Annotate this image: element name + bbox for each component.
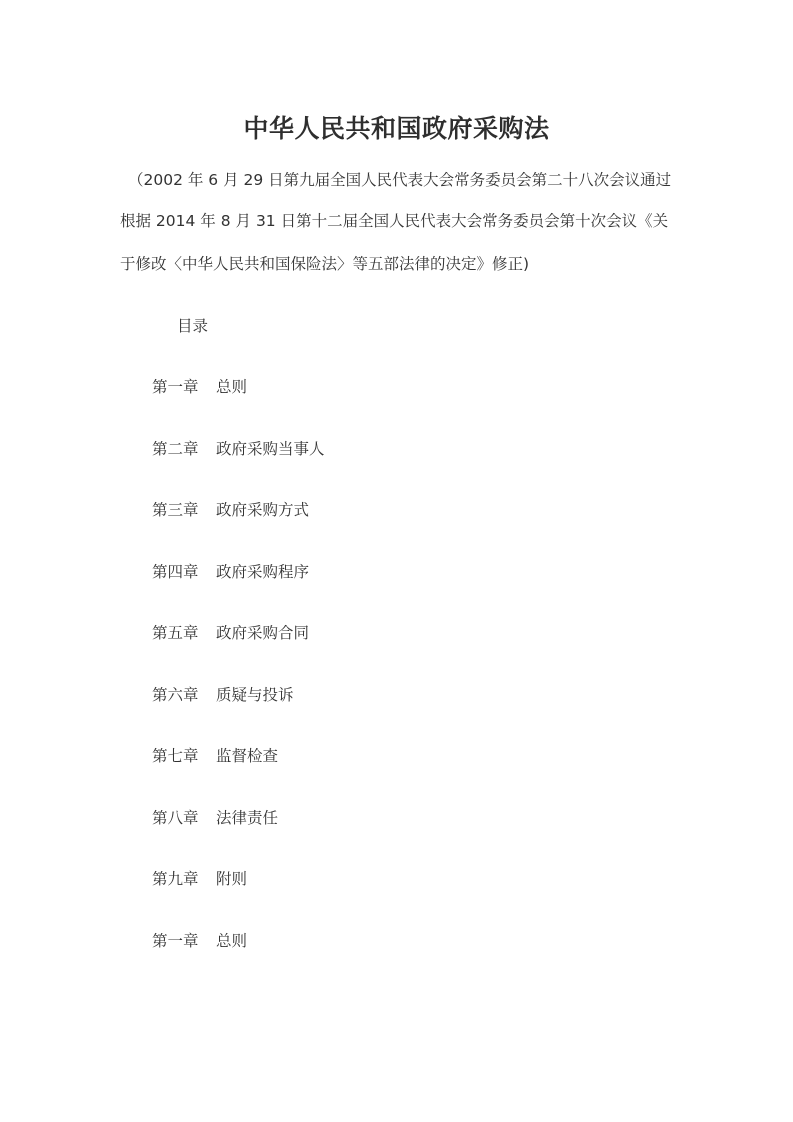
preamble-line: 根据 2014 年 8 月 31 日第十二届全国人民代表大会常务委员会第十次会议《关 xyxy=(120,212,669,230)
toc-item xyxy=(152,744,278,768)
chapter-heading-number: 第一章 xyxy=(152,932,199,950)
toc-item xyxy=(152,621,309,645)
toc-chapter-name: 政府采购当事人 xyxy=(216,440,325,458)
toc-chapter-number: 第八章 xyxy=(152,809,199,827)
toc-chapter-name: 政府采购方式 xyxy=(216,501,310,519)
toc-item xyxy=(152,437,325,461)
toc-chapter-number: 第九章 xyxy=(152,870,199,888)
toc-chapter-name: 政府采购合同 xyxy=(216,624,310,642)
toc-chapter-name: 政府采购程序 xyxy=(216,563,310,581)
preamble-line: （2002 年 6 月 29 日第九届全国人民代表大会常务委员会第二十八次会议通过 xyxy=(128,171,672,189)
toc-chapter-number: 第六章 xyxy=(152,686,199,704)
toc-item xyxy=(152,375,247,399)
toc-item xyxy=(152,683,294,707)
toc-heading: 目录 xyxy=(177,317,209,335)
toc-chapter-number: 第二章 xyxy=(152,440,199,458)
document-title: 中华人民共和国政府采购法 xyxy=(243,114,550,143)
toc-chapter-name: 总则 xyxy=(216,378,248,396)
toc-chapter-number: 第一章 xyxy=(152,378,199,396)
toc-item xyxy=(152,806,278,830)
preamble-line: 于修改〈中华人民共和国保险法〉等五部法律的决定》修正) xyxy=(120,255,530,273)
toc-chapter-name: 质疑与投诉 xyxy=(216,686,294,704)
toc-chapter-number: 第七章 xyxy=(152,747,199,765)
toc-item xyxy=(152,498,309,522)
toc-chapter-name: 监督检查 xyxy=(216,747,279,765)
toc-chapter-number: 第五章 xyxy=(152,624,199,642)
toc-chapter-number: 第四章 xyxy=(152,563,199,581)
toc-item xyxy=(152,560,309,584)
toc-chapter-name: 附则 xyxy=(216,870,248,888)
toc-item xyxy=(152,867,247,891)
toc-chapter-number: 第三章 xyxy=(152,501,199,519)
chapter-heading xyxy=(152,929,247,953)
toc-chapter-name: 法律责任 xyxy=(216,809,279,827)
chapter-heading-name: 总则 xyxy=(216,932,248,950)
